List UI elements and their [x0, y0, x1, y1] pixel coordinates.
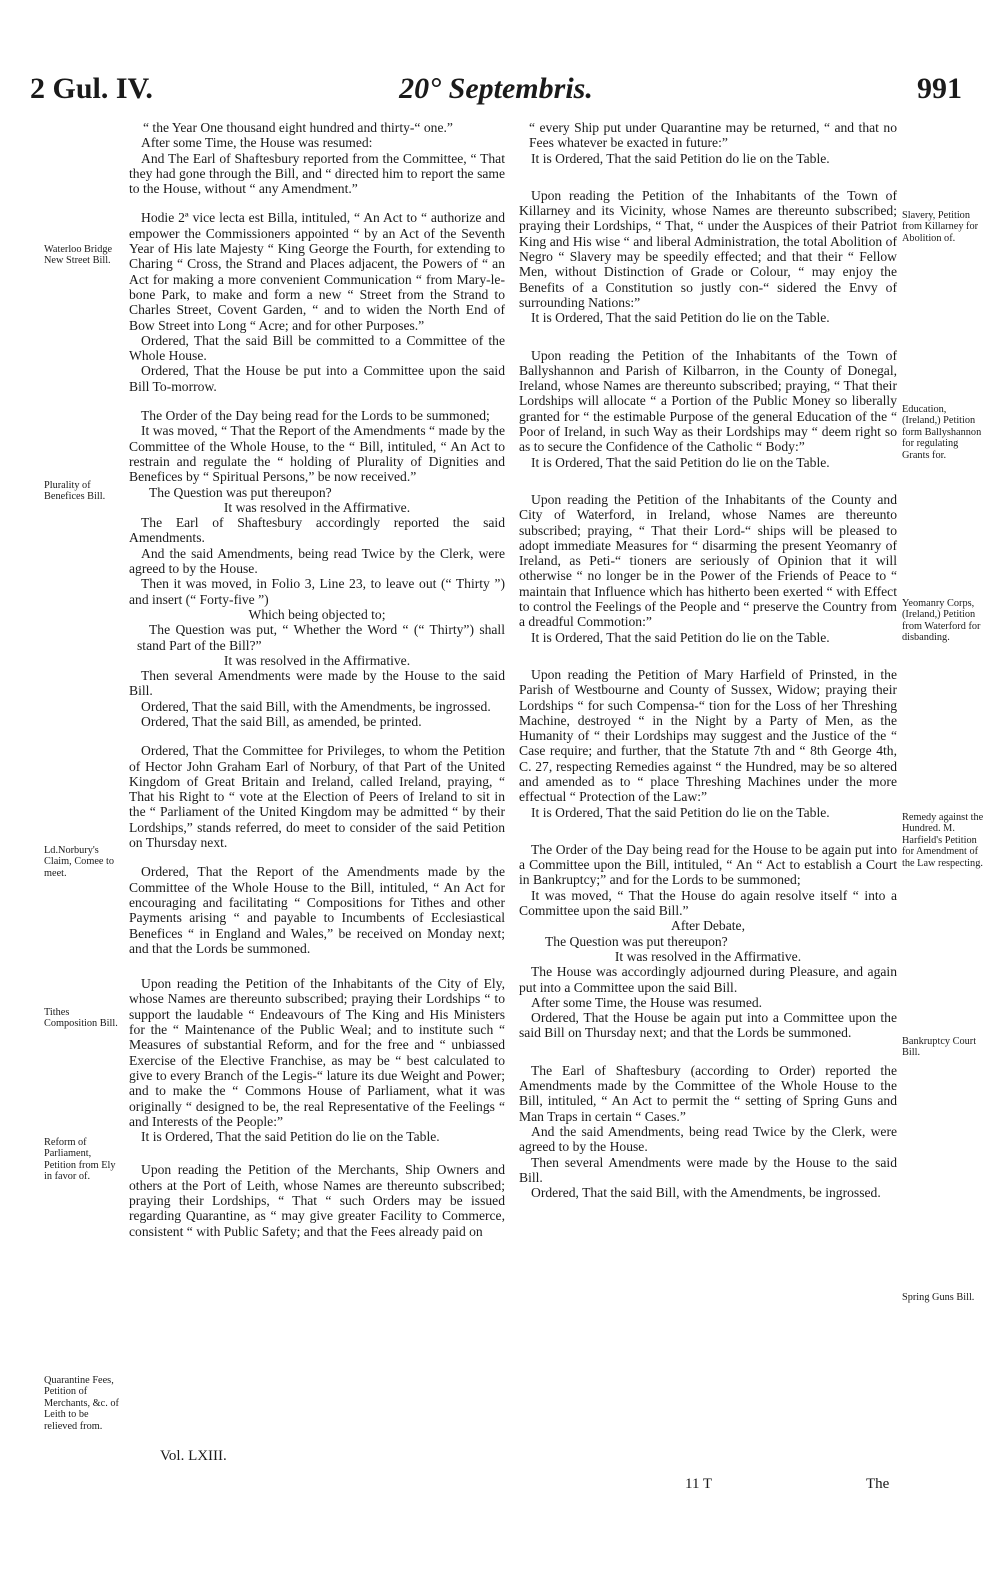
catchword: The	[866, 1476, 890, 1492]
paragraph: Ordered, That the House be again put into a Committee upon the said Bill on Thursday next; and that the Lords be summoned.	[519, 1010, 897, 1041]
paragraph: It was resolved in the Affirmative.	[614, 948, 802, 964]
paragraph: The Order of the Day being read for the House to be again put into a Committee upon the Bill, intituled, “ An “ Act to establish a Court in Bankruptcy;” and for the Lords to be summoned;	[519, 841, 897, 888]
paragraph: The Question was put thereupon?	[545, 933, 728, 949]
paragraph: Ordered, That the House be put into a Committee upon the said Bill To-morrow.	[129, 363, 505, 394]
paragraph: “ the Year One thousand eight hundred and thirty-“ one.”	[143, 120, 453, 135]
paragraph: The Order of the Day being read for the Lords to be summoned;	[141, 408, 490, 424]
paragraph: It is Ordered, That the said Petition do lie on the Table.	[531, 804, 830, 820]
paragraph: “ every Ship put under Quarantine may be returned, “ and that no Fees whatever be exacted in future:”	[529, 120, 897, 151]
paragraph: Which being objected to;	[248, 606, 386, 622]
paragraph: It is Ordered, That the said Petition do lie on the Table.	[531, 150, 830, 166]
margin-note: Reform of Parliament, Petition from Ely in favor of.	[44, 1137, 116, 1183]
paragraph: It is Ordered, That the said Petition do lie on the Table.	[531, 629, 830, 645]
paragraph: It was resolved in the Affirmative.	[223, 499, 411, 515]
paragraph: It is Ordered, That the said Petition do lie on the Table.	[531, 310, 830, 326]
margin-note: Ld.Norbury's Claim, Comee to meet.	[44, 845, 115, 879]
paragraph: Ordered, That the Report of the Amendments made by the Committee of the Whole House to the Bill, intituled, “ An Act for encouraging and facilitating “ Compositions for Tithes and other Payments arising “ and payable to Incumbents of Ecclesiastical Benefices “ in England and Wales,” be received on Monday next; and that the Lords be summoned.	[129, 864, 505, 956]
volume-number: Vol. LXIII.	[160, 1448, 227, 1464]
paragraph: It is Ordered, That the said Petition do lie on the Table.	[141, 1129, 440, 1145]
margin-note: Remedy against the Hundred. M. Harfield's Petition for Amendment of the Law respecting.	[902, 812, 984, 869]
margin-note: Spring Guns Bill.	[902, 1292, 975, 1303]
paragraph: It was resolved in the Affirmative.	[223, 652, 411, 668]
paragraph: Ordered, That the said Bill, as amended, be printed.	[141, 713, 422, 729]
paragraph: And The Earl of Shaftesbury reported from the Committee, “ That they had gone through the Bill, and “ directed him to report the same to the House, without “ any Amendment.”	[129, 150, 505, 197]
page-number: 991	[917, 72, 962, 105]
paragraph: Then several Amendments were made by the House to the said Bill.	[519, 1154, 897, 1185]
paragraph: The Question was put thereupon?	[149, 484, 332, 500]
paragraph: And the said Amendments, being read Twice by the Clerk, were agreed to by the House.	[129, 545, 505, 577]
paragraph: The Earl of Shaftesbury accordingly reported the said Amendments.	[129, 515, 505, 546]
header-regnal-year: 2 Gul. IV.	[30, 72, 153, 105]
paragraph: It was moved, “ That the House do again resolve itself “ into a Committee upon the said Bill.”	[519, 887, 897, 919]
paragraph: Upon reading the Petition of the Inhabitants of the Town of Killarney and its Vicinity, whose Names are thereunto subscribed; praying their Lordships, “ That, “ under the Auspices of their Patriot King and His wise “ and liberal Administration, the total Abolition of Negro “ Slavery may be speedily effected; and that their “ Fellow Men, without Distinction of Grade or Colour, “ may enjoy the Benefits of a Constitution so justly con-“ sidered the Envy of surrounding Nations:”	[519, 187, 897, 310]
left-column	[129, 120, 505, 1239]
paragraph: It was moved, “ That the Report of the Amendments “ made by the Committee of the Whole House, to the “ Bill, intituled, “ An Act to restrain and regulate the “ holding of Plurality of Dignities and Benefices by “ Spiritual Persons,” be now received.”	[129, 423, 505, 485]
paragraph: The Earl of Shaftesbury (according to Order) reported the Amendments made by the Committee of the Whole House to the Bill, intituled, “ An Act to permit the “ setting of Spring Guns and Man Traps in certain “ Cases.”	[519, 1062, 897, 1124]
paragraph: Then several Amendments were made by the House to the said Bill.	[129, 668, 505, 699]
margin-note: Plurality of Benefices Bill.	[44, 480, 106, 503]
margin-note: Quarantine Fees, Petition of Merchants, &c. of Leith to be relieved from.	[44, 1375, 119, 1432]
paragraph: Upon reading the Petition of the Inhabitants of the Town of Ballyshannon and Parish of Kilbarron, in the County of Donegal, Ireland, whose Names are thereunto subscribed; praying, “ That their Lordships will allocate “ a Portion of the Public Money so liberally granted for “ the estimable Purpose of the general Education of the “ Poor of Ireland, in such Way as their Lordships may “ deem right so as to secure the Confidence of the Catholic “ Body:”	[519, 347, 897, 455]
paragraph: Ordered, That the said Bill be committed to a Committee of the Whole House.	[129, 332, 505, 364]
page-header	[0, 72, 992, 112]
paragraph: Ordered, That the Committee for Privileges, to whom the Petition of Hector John Graham Earl of Norbury, of that Part of the United Kingdom of Great Britain and Ireland, called Ireland, praying, “ That his Right to “ vote at the Election of Peers of Ireland to sit in the “ Parliament of the United Kingdom may be admitted “ by their Lordships,” stands referred, do meet to consider of the said Petition on Thursday next.	[129, 743, 505, 851]
paragraph: After some Time, the House was resumed:	[141, 135, 373, 151]
paragraph: Upon reading the Petition of the Inhabitants of the County and City of Waterford, in Ireland, whose Names are thereunto subscribed; praying, “ That their Lord-“ ships will be pleased to adopt immediate Measures for “ disarming the present Yeomanry of Ireland, as Peti-“ tioners are seriously of Opinion that it will otherwise “ no longer be in the Power of the Friends of Peace to “ maintain that Influence which has hitherto been exerted “ with Effect to control the Feelings of the People and “ preserve the Country from a dreadful Commotion:”	[519, 491, 897, 630]
paragraph: And the said Amendments, being read Twice by the Clerk, were agreed to by the House.	[519, 1123, 897, 1155]
margin-note: Education, (Ireland,) Petition form Ballyshannon for regulating Grants for.	[902, 404, 982, 461]
paragraph: Then it was moved, in Folio 3, Line 23, to leave out (“ Thirty ”) and insert (“ Forty-five ”)	[129, 576, 505, 607]
paragraph: Ordered, That the said Bill, with the Amendments, be ingrossed.	[531, 1185, 881, 1201]
signature-mark: 11 T	[685, 1476, 713, 1492]
paragraph: The Question was put, “ Whether the Word “ (“ Thirty”) shall stand Part of the Bill?”	[137, 622, 505, 653]
paragraph: It is Ordered, That the said Petition do lie on the Table.	[531, 454, 830, 470]
margin-note: Bankruptcy Court Bill.	[902, 1036, 977, 1059]
header-date: 20° Septembris.	[399, 72, 593, 105]
paragraph: Upon reading the Petition of the Inhabitants of the City of Ely, whose Names are thereunto subscribed; praying their Lordships “ to support the laudable “ Endeavours of The King and His Ministers for the “ Maintenance of the Public Weal; and to institute such “ Measures of substantial Reform, and for the free and “ unbiassed Exercise of the Elective Franchise, as may be “ best calculated to give to every Branch of the Legis-“ lature its due Weight and Power; and to make the “ Commons House of Parliament, what it was originally “ designed to be, the real Representative of the Feelings “ and Interests of the People:”	[129, 976, 505, 1129]
paragraph: After some Time, the House was resumed.	[531, 994, 763, 1010]
margin-note: Slavery, Petition from Killarney for Abolition of.	[902, 210, 979, 244]
margin-note: Waterloo Bridge New Street Bill.	[44, 244, 113, 267]
paragraph: Upon reading the Petition of the Merchants, Ship Owners and others at the Port of Leith, whose Names are thereunto subscribed; praying their Lordships, “ That “ such Orders may be issued regarding Quarantine, as “ may give greater Facility to Commerce, consistent “ with Public Safety; and that the Fees already paid on	[129, 1162, 505, 1239]
paragraph: Ordered, That the said Bill, with the Amendments, be ingrossed.	[141, 698, 491, 714]
margin-note: Tithes Composition Bill.	[44, 1007, 118, 1030]
paragraph: The House was accordingly adjourned during Pleasure, and again put into a Committee upon the said Bill.	[519, 964, 897, 995]
paragraph: Hodie 2ª vice lecta est Billa, intituled, “ An Act to “ authorize and empower the Commissioners appointed “ by an Act of the Seventh Year of His late Majesty “ King George the Fourth, for extending to Charing “ Cross, the Strand and Places adjacent, the Powers of “ an Act for making a more convenient Communication “ from Mary-le-bone Park, to make and form a new “ Street from the Strand to Charles Street, Covent Garden, “ and to widen the North End of Bow Street into Long “ Acre; and for other Purposes.”	[129, 210, 505, 333]
paragraph: After Debate,	[671, 918, 745, 934]
paragraph: Upon reading the Petition of Mary Harfield of Prinsted, in the Parish of Westbourne and County of Sussex, Widow; praying their Lordships “ for such Compensa-“ tion for the Loss of her Threshing Machine, destroyed “ in the Night by a Party of Men, as the Humanity of “ their Lordships may suggest and the Justice of the “ Case require; and further, that the Statute 7th and “ 8th George 4th, C. 27, respecting Remedies against “ the Hundred, may be so altered and amended as to “ place Threshing Machines under the more effectual “ Protection of the Law:”	[519, 666, 897, 805]
right-column	[519, 120, 897, 1200]
margin-note: Yeomanry Corps, (Ireland,) Petition from Waterford for disbanding.	[902, 598, 981, 644]
